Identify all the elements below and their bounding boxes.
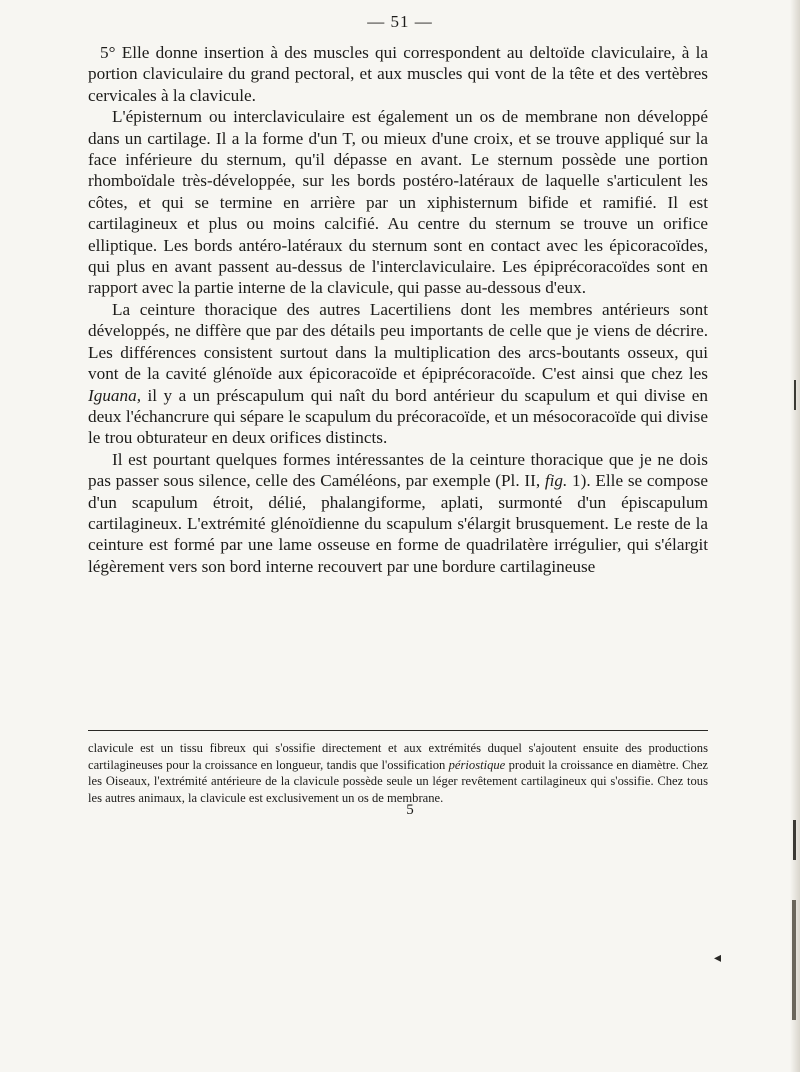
paragraph-text: Il est pourtant quelques formes intéressantes de la ceinture thoracique que je ne dois pas passer sous silence, celle des Caméléons, par exemple (Pl. II, [88, 449, 708, 491]
main-text [88, 42, 708, 577]
paragraph-text: 1). Elle se compose d'un scapulum étroit, délié, phalangiforme, aplati, surmonté d'un épiscapulum cartilagineux. L'extrémité glénoïdienne du scapulum s'élargit brusquement. Le reste de la ceinture est formé par une lame osseuse en forme de quadrilatère irrégulier, qui s'élargit légèrement vers son bord interne recouvert par une bordure cartilagineuse [88, 471, 708, 576]
scan-edge-mark [793, 820, 796, 860]
footnote-text: produit la croissance en diamètre. Chez les Oiseaux, l'extrémité antérieure de la clavicule possède seule un léger revêtement cartilagineux qui s'ossifie. Chez tous les autres animaux, la clavicule est exclusivement un os de membrane. [88, 757, 708, 805]
paragraph [88, 42, 708, 106]
footnote [88, 740, 708, 806]
footnote-divider [88, 730, 708, 731]
footnote-text: clavicule est un tissu fibreux qui s'ossifie directement et aux extrémités duquel s'ajoutent ensuite des productions cartilagineuses pour la croissance en longueur, tandis que l'ossification [88, 741, 708, 772]
paragraph [88, 449, 708, 577]
italic-term: périostique [448, 757, 506, 772]
scan-edge-mark [792, 900, 796, 1020]
page-number: — 51 — [367, 12, 433, 31]
paragraph-text: il y a un préscapulum qui naît du bord antérieur du scapulum et qui divise en deux l'échancrure qui sépare le scapulum du précoracoïde, et un mésocoracoïde qui divise le trou obturateur en deux orifices distincts. [88, 385, 708, 448]
paragraph [88, 106, 708, 299]
scan-speck: ◂ [714, 951, 722, 966]
paragraph-text: L'épisternum ou interclaviculaire est également un os de membrane non développé dans un cartilage. Il a la forme d'un T, ou mieux d'une croix, et se trouve appliqué sur la face inférieure du sternum, qu'il dépasse en avant. Le sternum possède une portion rhomboïdale très-développée, sur les bords postéro-latéraux de laquelle s'articulent les côtes, et qui se termine en arrière par un xiphisternum bifide et ramifié. Il est cartilagineux et plus ou moins calcifié. Au centre du sternum se trouve un orifice elliptique. Les bords antéro-latéraux du sternum sont en contact avec les épicoracoïdes, qui plus en avant passent au-dessus de l'interclaviculaire. Les épiprécoracoïdes sont en rapport avec la partie interne de la clavicule, qui passe au-dessous d'eux. [88, 107, 708, 298]
scan-edge-mark [794, 380, 796, 410]
paragraph-text: 5° Elle donne insertion à des muscles qui correspondent au deltoïde claviculaire, à la portion claviculaire du grand pectoral, et aux muscles qui vont de la tête et des vertèbres cervicales à la clavicule. [88, 43, 708, 105]
paragraph [88, 299, 708, 449]
printer-signature: 5 [406, 802, 414, 818]
paragraph-text: La ceinture thoracique des autres Lacertiliens dont les membres antérieurs sont développés, ne diffère que par des détails peu importants de celle que je viens de décrire. Les différences consistent surtout dans la multiplication des arcs-boutants osseux, qui vont de la cavité glénoïde aux épicoracoïde et épiprécoracoïde. C'est ainsi que chez les [88, 299, 708, 384]
italic-term: fig. [544, 471, 568, 491]
footnote-paragraph [88, 740, 708, 806]
italic-term: Iguana, [88, 385, 141, 405]
